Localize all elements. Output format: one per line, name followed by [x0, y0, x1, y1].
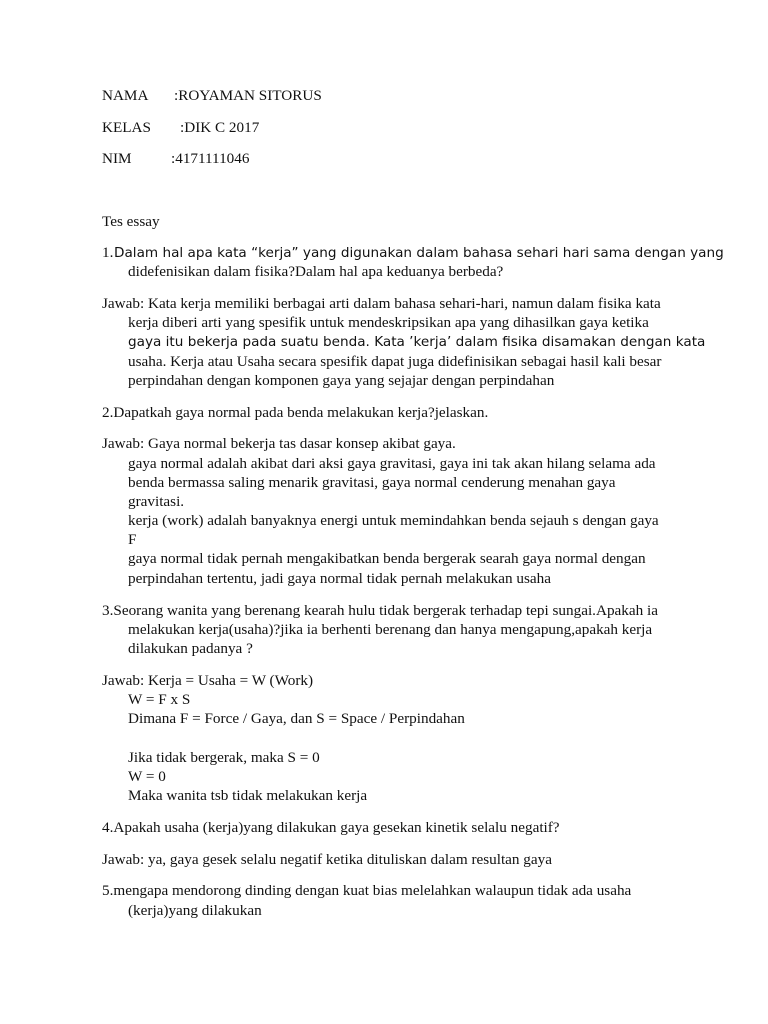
question-text: 4.Apakah usaha (kerja)yang dilakukan gaya gesekan kinetik selalu negatif? — [102, 819, 560, 836]
question-text: 5.mengapa mendorong dinding dengan kuat bias melelahkan walaupun tidak ada usaha — [102, 882, 632, 899]
answer-text: Maka wanita tsb tidak melakukan kerja — [128, 787, 368, 804]
question-text: Dalam hal apa kata “kerja” yang digunakan dalam bahasa sehari hari sama dengan yang — [114, 245, 724, 261]
formula-text: W = F x S — [128, 691, 191, 708]
nim-label: NIM — [102, 150, 132, 167]
answer-text: usaha. Kerja atau Usaha secara spesifik dapat juga didefinisikan sebagai hasil kali besar — [128, 353, 662, 370]
class-value: :DIK C 2017 — [180, 119, 260, 136]
answer-text: F — [128, 531, 137, 548]
class-label: KELAS — [102, 119, 151, 136]
answer-text: gaya normal adalah akibat dari aksi gaya gravitasi, gaya ini tak akan hilang selama ada — [128, 455, 656, 472]
nim-value: :4171111046 — [171, 150, 250, 167]
section-title: Tes essay — [102, 213, 160, 230]
answer-text: Dimana F = Force / Gaya, dan S = Space / Perpindahan — [128, 710, 465, 727]
answer-text: kerja (work) adalah banyaknya energi untuk memindahkan benda sejauh s dengan gaya — [128, 512, 659, 529]
answer-text: perpindahan tertentu, jadi gaya normal tidak pernah melakukan usaha — [128, 570, 551, 587]
answer-text: Jika tidak bergerak, maka S = 0 — [128, 749, 320, 766]
answer-text: benda bermassa saling menarik gravitasi, gaya normal cenderung menahan gaya — [128, 474, 616, 491]
answer-text: gravitasi. — [128, 493, 185, 510]
question-number: 1. — [102, 244, 114, 261]
answer-text: gaya itu bekerja pada suatu benda. Kata ’kerja’ dalam fisika disamakan dengan kata — [128, 334, 706, 350]
answer-text: Jawab: Kata kerja memiliki berbagai arti dalam bahasa sehari-hari, namun dalam fisika kata — [102, 295, 661, 312]
name-value: :ROYAMAN SITORUS — [174, 87, 322, 104]
answer-text: Jawab: Gaya normal bekerja tas dasar konsep akibat gaya. — [102, 435, 456, 452]
question-text: (kerja)yang dilakukan — [128, 902, 262, 919]
question-text: dilakukan padanya ? — [128, 640, 253, 657]
question-text: melakukan kerja(usaha)?jika ia berhenti berenang dan hanya mengapung,apakah kerja — [128, 621, 653, 638]
question-text: didefenisikan dalam fisika?Dalam hal apa keduanya berbeda? — [128, 263, 504, 280]
question-text: 3.Seorang wanita yang berenang kearah hulu tidak bergerak terhadap tepi sungai.Apakah ia — [102, 602, 658, 619]
answer-text: Jawab: ya, gaya gesek selalu negatif ketika dituliskan dalam resultan gaya — [102, 851, 552, 868]
answer-text: perpindahan dengan komponen gaya yang sejajar dengan perpindahan — [128, 372, 555, 389]
name-label: NAMA — [102, 87, 149, 104]
question-text: 2.Dapatkah gaya normal pada benda melakukan kerja?jelaskan. — [102, 404, 489, 421]
formula-text: W = 0 — [128, 768, 166, 785]
answer-text: kerja diberi arti yang spesifik untuk mendeskripsikan apa yang dihasilkan gaya ketika — [128, 314, 649, 331]
answer-text: gaya normal tidak pernah mengakibatkan benda bergerak searah gaya normal dengan — [128, 550, 646, 567]
answer-text: Jawab: Kerja = Usaha = W (Work) — [102, 672, 314, 689]
